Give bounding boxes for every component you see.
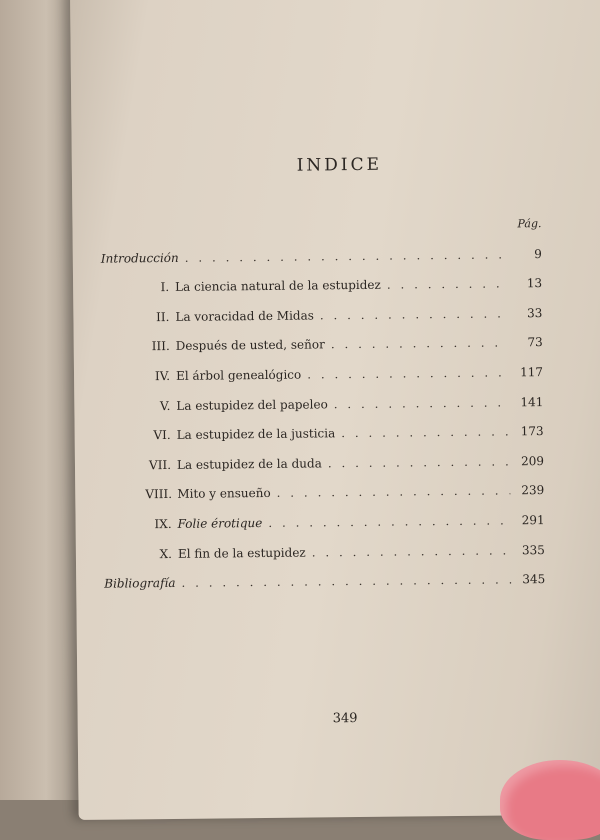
toc-entry-page: 345	[522, 572, 546, 587]
leader-dots	[181, 573, 511, 590]
toc-entry-page: 9	[534, 246, 542, 261]
toc-entry-title: Mito y ensueño	[177, 486, 271, 502]
toc-entry-chapter-8	[103, 468, 544, 502]
toc-entry-page: 141	[520, 394, 544, 409]
toc-entry-title: El fin de la estupidez	[177, 545, 306, 561]
toc-entry-title: Bibliografía	[104, 576, 176, 591]
toc-entry-number: V.	[159, 398, 171, 413]
toc-entry-chapter-6	[102, 409, 543, 443]
toc-entry-chapter-1	[101, 261, 542, 295]
toc-entry-title: La estupidez de la justicia	[176, 426, 336, 443]
leader-dots	[312, 543, 511, 559]
toc-entry-chapter-3	[102, 320, 543, 354]
toc-entry-number: VI.	[153, 428, 171, 443]
leader-dots	[307, 365, 509, 381]
toc-entry-title: Folie érotique	[177, 515, 263, 531]
leader-dots	[328, 454, 510, 470]
toc-entry-number: I.	[160, 280, 170, 295]
toc-entry-title: La ciencia natural de la estupidez	[175, 277, 381, 295]
toc-entry-number: II.	[156, 309, 170, 324]
book-page	[70, 0, 600, 820]
leader-dots	[341, 425, 510, 441]
page-number: 349	[332, 711, 358, 727]
table-of-contents	[101, 231, 546, 591]
toc-entry-page: 291	[521, 512, 545, 528]
toc-entry-number: X.	[159, 546, 172, 561]
leader-dots	[334, 395, 510, 411]
toc-entry-number: VIII.	[145, 487, 173, 502]
fingertip	[500, 760, 600, 840]
toc-entry-number: IV.	[154, 368, 171, 384]
toc-entry-introduccion	[101, 231, 542, 265]
toc-entry-title: La voracidad de Midas	[175, 308, 314, 324]
toc-entry-page: 33	[527, 305, 543, 321]
leader-dots	[331, 336, 509, 352]
toc-entry-title: El árbol genealógico	[175, 367, 302, 383]
leader-dots	[268, 513, 510, 530]
toc-entry-page: 117	[520, 365, 544, 380]
toc-entry-page: 173	[520, 424, 544, 439]
toc-entry-page: 335	[521, 542, 545, 557]
toc-entry-title: Introducción	[100, 250, 179, 266]
toc-entry-title: La estupidez del papeleo	[176, 396, 328, 413]
toc-entry-number: VII.	[148, 457, 172, 472]
index-heading: INDICE	[296, 154, 383, 176]
toc-entry-number: III.	[151, 339, 170, 354]
toc-entry-chapter-7	[103, 438, 544, 472]
toc-entry-chapter-10	[104, 527, 545, 561]
toc-entry-page: 209	[520, 453, 545, 469]
toc-entry-title: Después de usted, señor	[175, 337, 325, 354]
toc-entry-bibliografia	[104, 557, 545, 591]
toc-entry-chapter-5	[102, 379, 543, 413]
toc-entry-title: La estupidez de la duda	[176, 456, 322, 472]
toc-entry-chapter-4	[102, 349, 543, 383]
leader-dots	[387, 277, 508, 292]
toc-entry-page: 73	[527, 335, 543, 350]
leader-dots	[277, 484, 511, 500]
toc-entry-chapter-2	[101, 290, 542, 324]
toc-entry-chapter-9	[103, 497, 544, 531]
leader-dots	[320, 306, 509, 322]
toc-entry-page: 239	[521, 483, 545, 498]
page-column-label: Pág.	[517, 217, 542, 231]
toc-entry-number: IX.	[154, 516, 172, 532]
toc-entry-page: 13	[526, 276, 543, 291]
